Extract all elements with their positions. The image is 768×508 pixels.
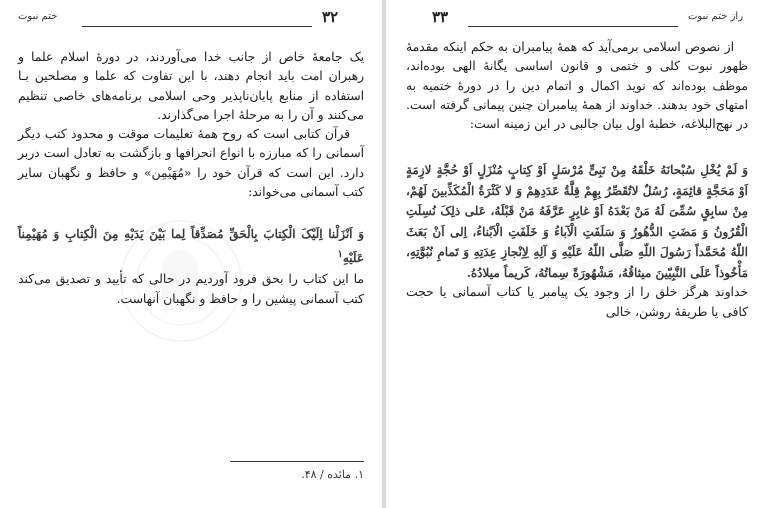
left-verse-translation: ما این کتاب را بحق فرود آوردیم در حالی که تأیید و تصدیق می‌کند کتب آسمانی پیشین را و حافظ و نگهبان آنهاست. — [18, 272, 364, 306]
right-page-body — [406, 38, 748, 322]
right-header-rule — [468, 26, 678, 27]
right-page — [386, 0, 768, 508]
right-paragraph-1: از نصوص اسلامی برمی‌آید که همهٔ پیامبران به حکم اینکه مقدمهٔ ظهور نبوت کلی و ختمی و قانون اساسی یگانهٔ الهی بوده‌اند، موظف بوده‌اند که نوید اکمال و اتمام دین را در دورهٔ ختمیه به امتهای خود بدهند. خداوند از همهٔ پیامبران چنین پیمانی گرفته است. در نهج‌البلاغه، خطبهٔ اول بیان جالبی در این زمینه است: — [406, 40, 748, 132]
right-hadith-text: وَ لَمْ یُخْلِ سُبْحانَهُ خَلْقَهُ مِنْ نَبِیٍّ مُرْسَلٍ اَوْ کِتابٍ مُنْزَلٍ اَوْ حُجَّةٍ لازِمَةٍ اَوْ مَحَجَّةٍ قائِمَةٍ، رُسُلٌ لاتُقَصِّرُ بِهِمْ قِلَّةُ عَدَدِهِمْ وَ لا کَثْرَةُ الْمُکَذِّبینَ لَهُمْ، مِنْ سابِقٍ سُمِّیَ لَهُ مَنْ بَعْدَهُ اَوْ غابِرٍ عَرَّفَهُ مَنْ قَبْلَهُ، عَلی ذلِکَ نُسِلَتِ الْقُرُونُ وَ مَضَتِ الدُّهُورُ وَ سَلَفَتِ الْآباءُ وَ خَلَفَتِ الْاَبْناءُ، اِلی اَنْ بَعَثَ اللّهُ مُحَمَّداً رَسُولَ اللّهِ صَلَّی اللّهُ عَلَیْهِ وَ آلِهِ لِاِنْجازِ عِدَتِهِ وَ تَمامِ نُبُوَّتِهِ، مَأْخُوذاً عَلَی النَّبِیّینَ میثاقُهُ، مَشْهُورَةً سِماتُهُ، کَریماً میلادُهُ. — [406, 163, 748, 280]
left-page-header — [18, 8, 364, 30]
left-verse-footnote-marker: ۱ — [337, 248, 343, 260]
left-page-body — [18, 48, 364, 309]
left-header-rule — [82, 26, 312, 27]
left-paragraph-1: یک جامعهٔ خاص از جانب خدا می‌آوردند، در دورهٔ اسلام علما و رهبران امت باید انجام دهند، با این تفاوت که علما و مصلحین بـا استفاده از منابع پایان‌ناپذیر وحی اسلامی برنامه‌های خاصی تنظیم می‌کنند و آن را به مرحلهٔ اجرا می‌گذارند. — [18, 50, 364, 122]
left-running-title: ختم نبوت — [18, 11, 58, 22]
footnote: ۱. مائده / ۴۸. — [301, 468, 364, 481]
right-running-title: راز ختم نبوت — [688, 11, 744, 22]
footnote-rule — [230, 461, 364, 462]
right-translation: خداوند هرگز خلق را از وجود یک پیامبر یا کتاب آسمانی یا حجت کافی یا طریقهٔ روشن، خالی — [406, 285, 748, 319]
right-page-number: ۳۳ — [432, 8, 449, 26]
left-verse-text: وَ اَنْزَلْنا اِلَیْکَ الْکِتابَ بِالْحَقِّ مُصَدِّقاً لِما بَیْنَ یَدَیْهِ مِنَ الْکِتابِ وَ مُهَیْمِناً عَلَیْهِ — [18, 227, 364, 265]
left-paragraph-2: قرآن کتابی است که روح همهٔ تعلیمات موقت و محدود کتب دیگر آسمانی را که مبارزه با انواع انحرافها و بازگشت به تعادل است دربر دارد. این است که قرآن خود را «مُهَیْمِن» و حافظ و نگهبان سایر کتب آسمانی می‌خواند: — [18, 127, 364, 200]
left-quran-verse — [18, 224, 364, 268]
left-page-number: ۳۲ — [322, 8, 339, 26]
right-page-header — [404, 8, 750, 30]
left-page — [0, 0, 382, 508]
